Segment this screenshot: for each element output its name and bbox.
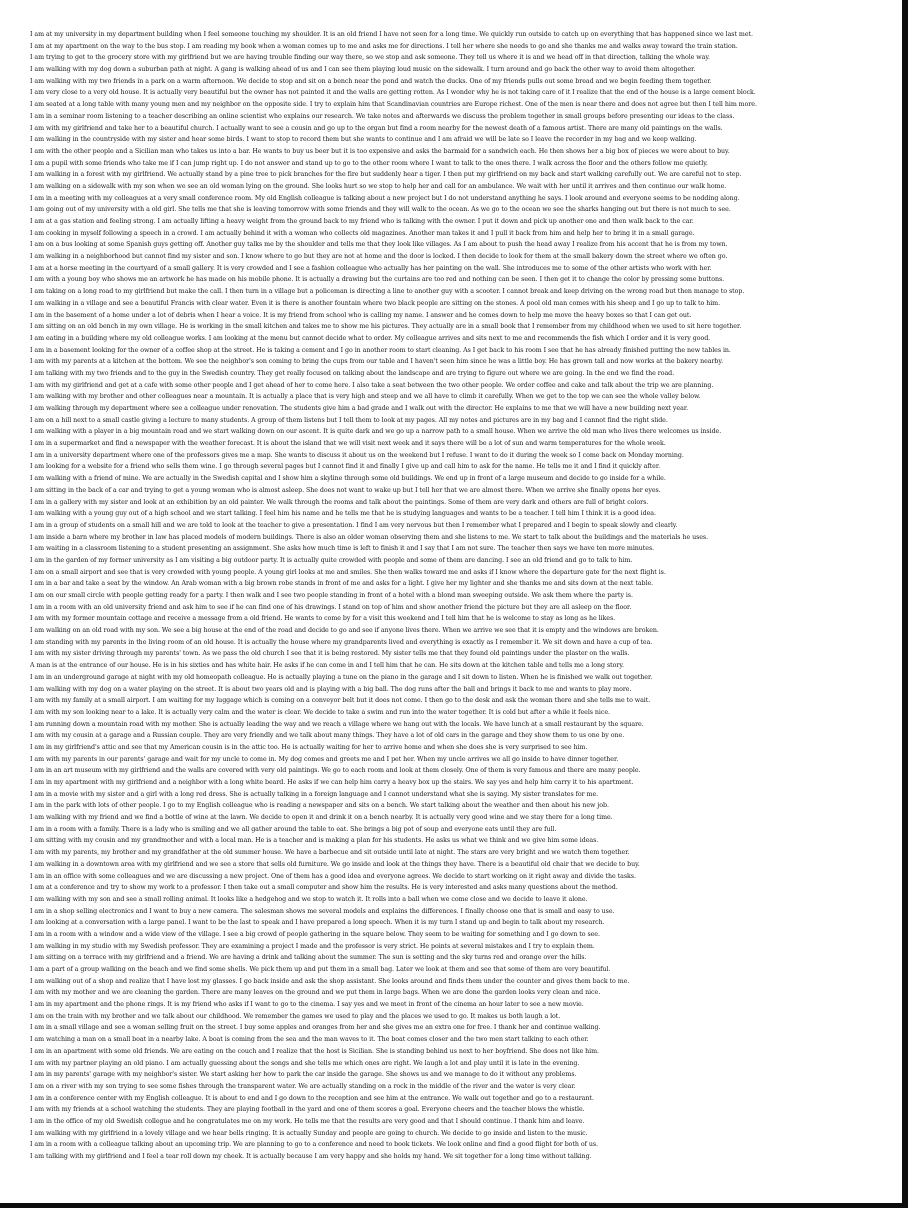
text-line: I am walking with my brother and other colleagues near a mountain. It is actually a place that is very high and steep and we all have to climb it carefully. When we get to the top we can see the whole valley below. [30,393,701,401]
text-line: I am sitting on a terrace with my girlfriend and a friend. We are having a drink and talking about the summer. The sun is setting and the sky turns red and orange over the hills. [30,954,587,962]
text-line: I am in a small village and see a woman selling fruit on the street. I buy some apples and oranges from her and she gives me an extra one for free. I thank her and continue walking. [30,1024,601,1032]
text-line: I am on our small circle with people getting ready for a party. I then walk and I see two people standing in front of a hotel with a blond man sweeping outside. We ask them where the party is. [30,592,633,599]
text-line: I am cooking in myself following a speech in a crowd. I am actually behind it with a woman who collects old magazines. Another man takes it and I pull it back from him and help her to bring it in a small garage. [30,229,695,237]
text-line: I am seated at a long table with many young men and my neighbor on the opposite side. I try to explain him that Scandinavian countries are Europe richest. One of the men is near there and does not agree but then I tell him more. [30,101,757,109]
text-line: I am in a meeting with my colleagues at a very small conference room. My old English colleague is talking about a new project but I do not understand anything he says. I look around and everyone seems to be nodding along. [30,194,740,202]
text-line: I am with my mother and we are cleaning the garden. There are many leaves on the ground and we put them in large bags. When we are done the garden looks very clean and nice. [30,989,601,997]
text-line: I am in the office of my old Swedish collegue and he congratulates me on my work. He tells me that the results are very good and that I should continue. I thank him and leave. [30,1117,585,1125]
text-line: I am with my parents, my brother and my grandfather at the old summer house. We have a barbecue and sit outside until late at night. The stars are very bright and we watch them together. [30,849,630,857]
text-line: I am sitting with my cousin and my grandmother and with a local man. He is a teacher and is making a plan for his students. He asks us what we think and we give him some ideas. [30,837,599,845]
text-line: I am in a room with a window and a wide view of the village. I see a big crowd of people gathering in the square below. They seem to be waiting for something and I go down to see. [30,930,600,938]
text-line: I am with my girlfriend and get at a cafe with some other people and I get ahead of her to come here. I also take a seat between the two other people. We order coffee and cake and talk about the trip we are planning. [30,381,714,389]
text-line: I am walking with my dog on a water playing on the street. It is about two years old and is playing with a big ball. The dog runs after the ball and brings it back to me and wants to play more. [30,685,632,693]
text-line: I am in a bar and take a seat by the window. An Arab woman with a big brown robe stands in front of me and asks for a light. I give her my lighter and she thanks me and sits down at the next table. [30,580,654,588]
text-line: I am with my parents at a kitchen at the bottom. We see the neighbor's son coming to bring the cups from our table and I haven't seen him since he was a little boy. He has grown tall and now works at the bakery nearby. [30,358,724,366]
text-line: I am walking with my dog down a suburban path at night. A gang is walking ahead of us and I can see them playing loud music on the sidewalk. I turn around and go back the other way to avoid them altogether. [30,66,696,74]
text-line: I am sitting in the back of a car and trying to get a young woman who is almost asleep. She does not want to wake up but I tell her that we are almost there. When we arrive she finally opens her eyes. [30,486,661,494]
text-line: I am walking with a friend of mine. We are actually in the Swedish capital and I show him a skyline through some old buildings. We end up in front of a large museum and decide to go inside for a while. [30,475,666,483]
text-line: I am in an art museum with my girlfriend and the walls are covered with very old paintings. We go to each room and look at them closely. One of them is very famous and there are many people. [30,767,641,775]
text-line: I am in a conference center with my English colleague. It is about to end and I go down to the reception and see him at the entrance. We walk out together and go to a restaurant. [30,1094,594,1102]
text-line: I am in an office with some colleagues and we are discussing a new project. One of them has a good idea and everyone agrees. We decide to start working on it right away and divide the tasks. [30,872,636,880]
text-line: I am walking out of a shop and realize that I have lost my glasses. I go back inside and ask the shop assistant. She looks around and finds them under the counter and gives them back to me. [30,977,630,985]
text-line: I am with my friends at a school watching the students. They are playing football in the yard and one of them scores a goal. Everyone cheers and the teacher blows the whistle. [30,1106,585,1114]
text-line: I am walking in my studio with my Swedish professor. They are examining a project I made and the professor is very strict. He points at several mistakes and I try to explain them. [30,942,595,950]
text-line: I am in the basement of a home under a lot of debris when I hear a voice. It is my friend from school who is calling my name. I answer and he comes down to help me move the heavy boxes so that I can get out. [30,311,692,319]
text-line: I am on a hill next to a small castle giving a lecture to many students. A group of them listens but I tell them to look at my pages. All my notes and pictures are in my bag and I cannot find the right slide. [30,416,668,424]
text-line: I am with the other people and a Sicilian man who takes us into a bar. He wants to buy us beer but it is too expensive and asks the barmaid for a sandwich each. He then shows her a big box of pieces we were about to buy. [30,147,730,155]
text-line: I am on a small airport and see that is very crowded with young people. A young girl looks at me and smiles. She then walks toward me and asks if I know where the departure gate for the next flight is. [30,568,666,576]
text-line: I am walking with my two friends in a park on a warm afternoon. We decide to stop and sit on a bench near the pond and watch the ducks. One of my friends pulls out some bread and we begin feeding them together. [30,77,712,85]
text-line: I am with my family at a small airport. I am waiting for my luggage which is coming on a conveyor belt but it does not come. I then go to the desk and ask the woman there and she tells me to wait. [30,697,651,705]
text-line: I am in a movie with my sister and a girl with a long red dress. She is actually talking in a foreign language and I cannot understand what she is saying. My sister translates for me. [30,790,599,798]
text-line: I am in the park with lots of other people. I go to my English colleague who is reading a newspaper and sits on a bench. We start talking about the weather and then about his new job. [30,802,609,810]
right-edge-bar [902,0,908,1208]
text-line: I am walking through my department where see a colleague under renovation. The students give him a bad grade and I walk out with the director. He explains to me that we will have a new building next year. [30,405,689,412]
text-line: I am at a conference and try to show my work to a professor. I then take out a small computer and show him the results. He is very interested and asks many questions about the method. [30,884,618,892]
text-line: I am sitting on an old bench in my own village. He is working in the small kitchen and takes me to show me his pictures. They actually are in a small book that I remember from my childhood when we used to sit here together. [30,323,742,331]
text-line: I am in a supermarket and find a newspaper with the weather forecast. It is about the island that we will visit next week and it says there will be a lot of sun and warm temperatures for the whole week. [30,440,666,448]
text-line: I am in my parents' garage with my neighbor's sister. We start asking her how to park the car inside the garage. She shows us and we manage to do it without any problems. [30,1071,577,1079]
text-line: I am trying to get to the grocery store with my girlfriend but we are having trouble finding our way there, so we stop and ask someone. They tell us where it is and we head off in that direction, talking the whole way. [30,54,710,62]
text-line: I am walking in a neighborhood but cannot find my sister and son. I know where to go but they are not at home and the door is locked. I then decide to look for them at the small bakery down the street where we often go. [30,253,728,261]
text-line: I am in a gallery with my sister and look at an exhibition by an old painter. We walk through the rooms and talk about the paintings. Some of them are very dark and others are full of bright colors. [30,498,649,506]
text-line: I am very close to a very old house. It is actually very beautiful but the owner has not painted it and the walls are getting rotten. As I wonder why he is not taking care of it I realize that the end of the house is a large cement block. [30,89,756,97]
text-line: I am eating in a building where my old colleague works. I am looking at the menu but cannot decide what to order. My colleague arrives and sits next to me and recommends the fish which I order and it is very good. [30,334,711,342]
text-line: I am with my partner playing an old piano. I am actually guessing about the songs and she tells me which ones are right. We laugh a lot and play until it is late in the evening. [30,1059,580,1067]
text-line: I am on a river with my son trying to see some fishes through the transparent water. We are actually standing on a rock in the middle of the river and the water is very clear. [30,1082,576,1090]
text-line: I am in my apartment and the phone rings. It is my friend who asks if I want to go to the cinema. I say yes and we meet in front of the cinema an hour later to see a new movie. [30,1001,584,1009]
text-line: I am walking in a forest with my girlfriend. We actually stand by a pine tree to pick branches for the fire but suddenly hear a tiger. I then put my girlfriend on my back and start walking carefully out. We are careful not to step. [30,171,742,179]
text-line: I am in my girlfriend's attic and see that my American cousin is in the attic too. He is actually waiting for her to arrive home and when she does she is very surprised to see him. [30,743,588,751]
text-line: I am in an underground garage at night with my old homeopath colleague. He is actually playing a tune on the piano in the garage and I sit down to listen. When he is finished we walk out together. [30,673,653,681]
text-line: I am in the garden of my former university as I am visiting a big outdoor party. It is actually quite crowded with people and some of them are dancing. I see an old friend and go to talk to him. [30,556,633,564]
text-line: I am on a bus looking at some Spanish guys getting off. Another guy talks me by the shoulder and tells me that they look like villages. As I am about to push the head away I realize from his accent that he is from my town. [30,241,728,249]
text-line: I am walking on a sidewalk with my son when we see an old woman lying on the ground. She looks hurt so we stop to help her and call for an ambulance. We wait with her until it arrives and then continue our walk home. [30,182,727,190]
text-line: I am with my girlfriend and take her to a beautiful church. I actually want to see a cousin and go up to the organ but find a room nearby for the newest death of a famous artist. There are many old paintings on the walls. [30,124,723,132]
text-line: I am in a seminar room listening to a teacher describing an online scientist who explains our research. We take notes and afterwards we discuss the problem together in small groups before presenting our ideas to the class. [30,112,735,120]
text-line: I am in a shop selling electronics and I want to buy a new camera. The salesman shows me several models and explains the differences. I finally choose one that is small and easy to use. [30,907,615,915]
text-line: I am in an apartment with some old friends. We are eating on the couch and I realize that the host is Sicilian. She is standing behind us next to her boyfriend. She does not like him. [30,1047,599,1055]
text-line: I am in a group of students on a small hill and we are told to look at the teacher to give a presentation. I find I am very nervous but then I remember what I prepared and I begin to speak slowly and clearly. [30,521,678,529]
text-line: I am looking at a conversation with a large panel. I want to be the last to speak and I have prepared a long speech. When it is my turn I stand up and begin to talk about my research. [30,919,605,927]
text-line: I am walking on an old road with my son. We see a big house at the end of the road and decide to go and see if anyone lives there. When we arrive we see that it is empty and the windows are broken. [30,627,659,635]
text-line: I am watching a man on a small boat in a nearby lake. A boat is coming from the sea and the man waves to it. The boat comes closer and the two men start talking to each other. [30,1036,589,1044]
text-line: I am in a room with an old university friend and ask him to see if he can find one of his drawings. I stand on top of him and show another friend the picture but they are all asleep on the floor. [30,603,632,611]
text-line: I am in my apartment with my girlfriend and a neighbor with a long white beard. He asks if we can help him carry a heavy box up the stairs. We say yes and help him carry it to his apartment. [30,779,634,786]
text-line: I am walking with my son and see a small rolling animal. It looks like a hedgehog and we stop to watch it. It rolls into a ball when we come close and we decide to leave it alone. [30,895,588,903]
document-text-block [30,29,880,1198]
bottom-edge-bar [0,1203,908,1208]
text-line: I am walking with my friend and we find a bottle of wine at the lawn. We decide to open it and drink it on a bench nearby. It is actually very good wine and we stay there for a long time. [30,814,613,822]
text-line: I am a pupil with some friends who take me if I can jump right up. I do not answer and stand up to go to the other room where I want to talk to the ones there. I walk across the floor and the others follow me quietly. [30,159,708,167]
text-line: I am in a basement looking for the owner of a coffee shop at the street. He is taking a cement and I go in another room to start cleaning. As I get back to his room I see that he has already finished putting the new tables in. [30,346,731,354]
text-line: I am standing with my parents in the living room of an old house. It is actually the house where my grandparents lived and everything is exactly as I remember it. We sit down and have a cup of tea. [30,638,653,646]
text-line: I am waiting in a classroom listening to a student presenting an assignment. She asks how much time is left to finish it and I say that I am not sure. The teacher then says we have ten more minutes. [30,545,655,553]
text-line: I am with my former mountain cottage and receive a message from a old friend. He wants to come by for a visit this weekend and I tell him that he is welcome to stay as long as he likes. [30,615,616,623]
text-line: I am with my cousin at a garage and a Russian couple. They are very friendly and we talk about many things. They have a lot of old cars in the garage and they show them to us one by one. [30,732,625,740]
text-line: I am walking with my girlfriend in a lovely village and we hear bells ringing. It is actually Sunday and people are going to church. We decide to go inside and listen to the music. [30,1129,588,1137]
text-line: I am talking with my two friends and to the guy in the Swedish country. They get really focused on talking about the landscape and are trying to figure out where we are going. In the end we find the road. [30,369,675,377]
text-line: I am inside a barn where my brother in law has placed models of modern buildings. There is also an older woman observing them and she listens to me. We start to talk about the buildings and the materials he uses. [30,533,709,541]
text-line: I am looking for a website for a friend who sells them wine. I go through several pages but I cannot find it and finally I give up and call him to ask for the name. He tells me it and I find it quickly after. [30,463,661,471]
text-line: I am on the train with my brother and we talk about our childhood. We remember the games we used to play and the places we used to go. It makes us both laugh a lot. [30,1012,561,1020]
text-line: I am at a gas station and feeling strong. I am actually lifting a heavy weight from the ground back to my friend who is talking with the owner. I put it down and pick up another one and then walk back to the car. [30,218,694,225]
text-line: I am in a university department where one of the professors gives me a map. She wants to discuss it about us on the weekend but I refuse. I want to do it during the week so I come back on Monday morning. [30,451,684,459]
text-line: I am going out of my university with a old girl. She tells me that she is leaving tomorrow with some friends and they will walk to the ocean. As we go to the ocean we see the sharks hanging out but there is not much to see. [30,206,731,214]
text-line: I am at my university in my department building when I feel someone touching my shoulder. It is an old friend I have not seen for a long time. We quickly run outside to catch up on everything that has happened since we last met. [30,31,753,38]
text-line: I am with my son looking near to a lake. It is actually very calm and the water is clear. We decide to take a swim and run into the water together. It is cold but after a while it feels nice. [30,708,610,716]
text-line: A man is at the entrance of our house. He is in his sixties and has white hair. He asks if he can come in and I tell him that he can. He sits down at the kitchen table and tells me a long story. [30,662,624,670]
text-line: I am walking with a player in a big mountain road and we start walking down on our ascent. It is quite dark and we go up a narrow path to a small house. When we arrive the old man who lives there welcomes us inside. [30,428,722,436]
text-line: I am walking with a young guy out of a high school and we start talking. I feel him his name and he tells me that he is studying languages and wants to be a teacher. I tell him I think it is a good idea. [30,510,656,518]
text-line: I am walking in a village and see a beautiful Francis with clear water. Even it is there is another fountain where two black people are sitting on the stones. A pool old man comes with his sheep and I go up to talk to him. [30,299,721,307]
text-line: I am with my parents in our parents' garage and wait for my uncle to come in. My dog comes and greets me and I pet her. When my uncle arrives we all go inside to have dinner together. [30,755,619,763]
text-line: I am taking on a long road to my girlfriend but make the call. I then turn in a village but a policeman is directing a line to another guy with a scooter. I cannot break and keep driving on the wrong road but then manage to stop. [30,288,745,296]
text-line: I am talking with my girlfriend and I feel a tear roll down my cheek. It is actually because I am very happy and she holds my hand. We sit together for a long time without talking. [30,1153,592,1160]
text-line: I am with a young boy who shows me an artwork he has made on his mobile phone. It is actually a drawing but the curtains are too red and nothing can be seen. I then get it to change the color by pressing some buttons. [30,276,725,284]
text-line: I am with my sister driving through my parents' town. As we pass the old church I see that it is being restored. My sister tells me that they found old paintings under the plaster on the walls. [30,650,630,658]
text-line: I am walking in the countryside with my sister and hear some birds. I want to stop to record them but she wants to continue and I am afraid we will be late so I leave the recorder in my bag and we keep walking. [30,136,697,144]
text-line: I am at a horse meeting in the courtyard of a small gallery. It is very crowded and I see a fashion colleague who actually has her painting on the wall. She introduces me to some of the other artists who work with her. [30,264,712,272]
text-line: I am walking in a downtown area with my girlfriend and we see a store that sells old furniture. We go inside and look at the things they have. There is a beautiful old chair that we decide to buy. [30,860,640,868]
text-line: I am a part of a group walking on the beach and we find some shells. We pick them up and put them in a small bag. Later we look at them and see that some of them are very beautiful. [30,966,611,973]
text-line: I am running down a mountain road with my mother. She is actually leading the way and we reach a village where we hang out with the locals. We have lunch at a small restaurant by the square. [30,720,644,728]
text-line: I am in a room with a colleague talking about an upcoming trip. We are planning to go to a conference and need to book tickets. We look online and find a good flight for both of us. [30,1141,598,1149]
text-line: I am at my apartment on the way to the bus stop. I am reading my book when a woman comes up to me and asks me for directions. I tell her where she needs to go and she thanks me and walks away toward the train station. [30,42,738,50]
text-line: I am in a room with a family. There is a lady who is smiling and we all gather around the table to eat. She brings a big pot of soup and everyone eats until they are full. [30,825,557,833]
